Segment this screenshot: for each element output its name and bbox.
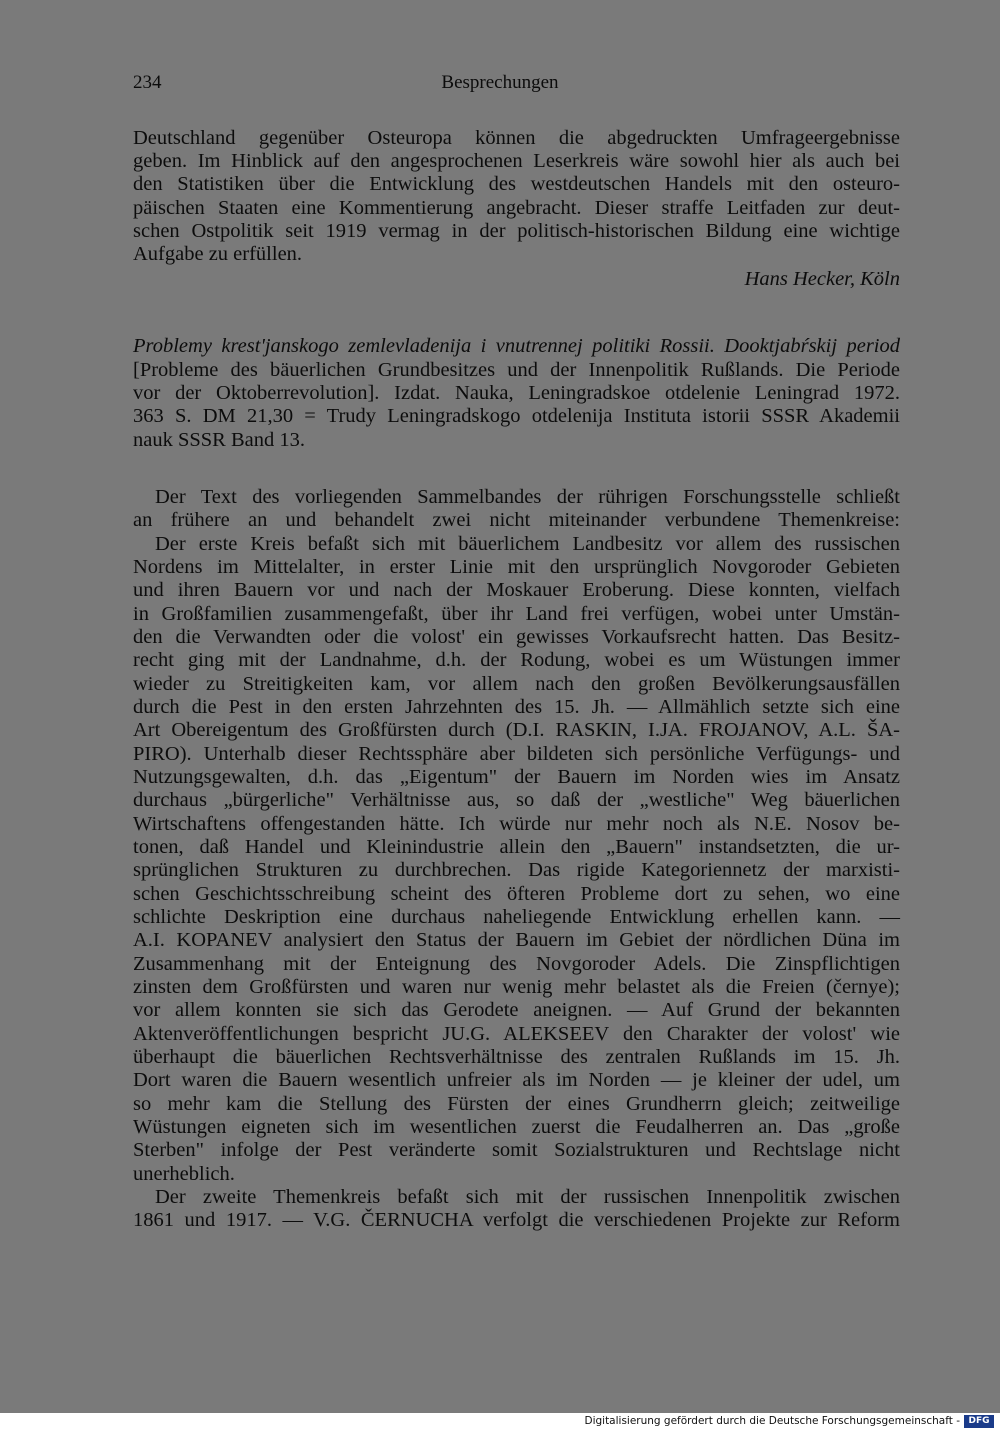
- review-signature: Hans Hecker, Köln: [744, 268, 900, 290]
- page-number: 234: [133, 72, 162, 93]
- text-line: unerheblich.: [133, 1163, 235, 1185]
- book-title-line: [Probleme des bäuerlichen Grundbesitzes und der Innenpolitik Rußlands. Die Periode: [133, 359, 900, 381]
- text-line: an frühere an und behandelt zwei nicht miteinander verbundene Themenkreise:: [133, 509, 900, 531]
- text-line: Aufgabe zu erfüllen.: [133, 243, 303, 265]
- text-line: Nordens im Mittelalter, in erster Linie mit den ursprünglich Novgoroder Gebieten: [133, 556, 900, 578]
- text-line: päischen Staaten eine Kommentierung angebracht. Dieser straffe Leitfaden zur deut-: [133, 197, 900, 219]
- text-line: überhaupt die bäuerlichen Rechtsverhältnisse des zentralen Rußlands im 15. Jh.: [133, 1046, 900, 1068]
- text-line: vor allem konnten sie sich das Gerodete aneignen. — Auf Grund der bekannten: [133, 999, 900, 1021]
- text-line: tonen, daß Handel und Kleinindustrie allein den „Bauern" instandsetzten, die ur-: [133, 836, 900, 858]
- text-line: recht ging mit der Landnahme, d.h. der Rodung, wobei es um Wüstungen immer: [133, 649, 900, 671]
- running-title: Besprechungen: [441, 72, 559, 93]
- text-line: durchaus „bürgerliche" Verhältnisse aus, so daß der „westliche" Weg bäuerlichen: [133, 789, 900, 811]
- text-line: Zusammenhang mit der Enteignung des Novgoroder Adels. Die Zinspflichtigen: [133, 953, 900, 975]
- text-line: Nutzungsgewalten, d.h. das „Eigentum" der Bauern im Norden wies im Ansatz: [133, 766, 900, 788]
- book-title-line: 363 S. DM 21,30 = Trudy Leningradskogo otdelenija Instituta istorii SSSR Akademii: [133, 405, 900, 427]
- text-line: schen Ostpolitik seit 1919 vermag in der politisch-historischen Bildung eine wichtige: [133, 220, 900, 242]
- text-line: geben. Im Hinblick auf den angesprochenen Leserkreis wäre sowohl hier als auch bei: [133, 150, 900, 172]
- text-line: den die Verwandten oder die volost' ein gewisses Vorkaufsrecht hatten. Das Besitz-: [133, 626, 900, 648]
- text-line: durch die Pest in den ersten Jahrzehnten des 15. Jh. — Allmählich setzte sich eine: [133, 696, 900, 718]
- book-title-line: Problemy krest'janskogo zemlevladenija i vnutrennej politiki Rossii. Dooktjabŕskij period: [133, 335, 900, 357]
- text-line: sprünglichen Strukturen zu durchbrechen. Das rigide Kategoriennetz der marxisti-: [133, 859, 900, 881]
- text-line: Der zweite Themenkreis befaßt sich mit der russischen Innenpolitik zwischen: [155, 1186, 900, 1208]
- text-line: Wirtschaftens offengestanden hätte. Ich würde nur mehr noch als N.E. Nosov be-: [133, 813, 900, 835]
- text-line: in Großfamilien zusammengefaßt, über ihr Land frei verfügen, wobei unter Umstän-: [133, 603, 900, 625]
- text-line: schen Geschichtsschreibung scheint des öfteren Probleme dort zu sehen, wo eine: [133, 883, 900, 905]
- text-line: PIRO). Unterhalb dieser Rechtssphäre aber bildeten sich persönliche Verfügungs- und: [133, 743, 900, 765]
- text-line: zinsten dem Großfürsten und waren nur wenig mehr belastet als die Freien (černye);: [133, 976, 900, 998]
- footer-bar: [0, 1413, 1000, 1431]
- text-line: so mehr kam die Stellung des Fürsten der eines Grundherrn gleich; zeitweilige: [133, 1093, 900, 1115]
- dfg-logo-icon[interactable]: DFG: [964, 1415, 994, 1428]
- text-line: Aktenveröffentlichungen bespricht JU.G. ALEKSEEV den Charakter der volost' wie: [133, 1023, 900, 1045]
- text-line: Sterben" infolge der Pest veränderte somit Sozialstrukturen und Rechtslage nicht: [133, 1139, 900, 1161]
- text-line: Dort waren die Bauern wesentlich unfreier als im Norden — je kleiner der udel, um: [133, 1069, 900, 1091]
- text-line: und ihren Bauern vor und nach der Moskauer Eroberung. Diese konnten, vielfach: [133, 579, 900, 601]
- text-line: Der Text des vorliegenden Sammelbandes der rührigen Forschungsstelle schließt: [155, 486, 900, 508]
- funding-note: Digitalisierung gefördert durch die Deutsche Forschungsgemeinschaft -: [584, 1415, 960, 1427]
- text-line: wieder zu Streitigkeiten kam, vor allem nach den großen Bevölkerungsausfällen: [133, 673, 900, 695]
- text-line: 1861 und 1917. — V.G. ČERNUCHA verfolgt die verschiedenen Projekte zur Reform: [133, 1209, 900, 1231]
- text-line: A.I. KOPANEV analysiert den Status der Bauern im Gebiet der nördlichen Düna im: [133, 929, 900, 951]
- text-line: Der erste Kreis befaßt sich mit bäuerlichem Landbesitz vor allem des russischen: [155, 533, 900, 555]
- text-line: Deutschland gegenüber Osteuropa können die abgedruckten Umfrageergebnisse: [133, 127, 900, 149]
- book-title-line: vor der Oktoberrevolution]. Izdat. Nauka, Leningradskoe otdelenie Leningrad 1972.: [133, 382, 900, 404]
- text-line: den Statistiken über die Entwicklung des westdeutschen Handels mit den osteuro-: [133, 173, 900, 195]
- text-line: Art Obereigentum des Großfürsten durch (D.I. RASKIN, I.JA. FROJANOV, A.L. ŠA-: [133, 719, 900, 741]
- book-title-line: nauk SSSR Band 13.: [133, 429, 305, 451]
- text-line: Wüstungen eigneten sich im wesentlichen zuerst die Feudalherren an. Das „große: [133, 1116, 900, 1138]
- text-line: schlichte Deskription eine durchaus naheliegende Entwicklung erhellen kann. —: [133, 906, 900, 928]
